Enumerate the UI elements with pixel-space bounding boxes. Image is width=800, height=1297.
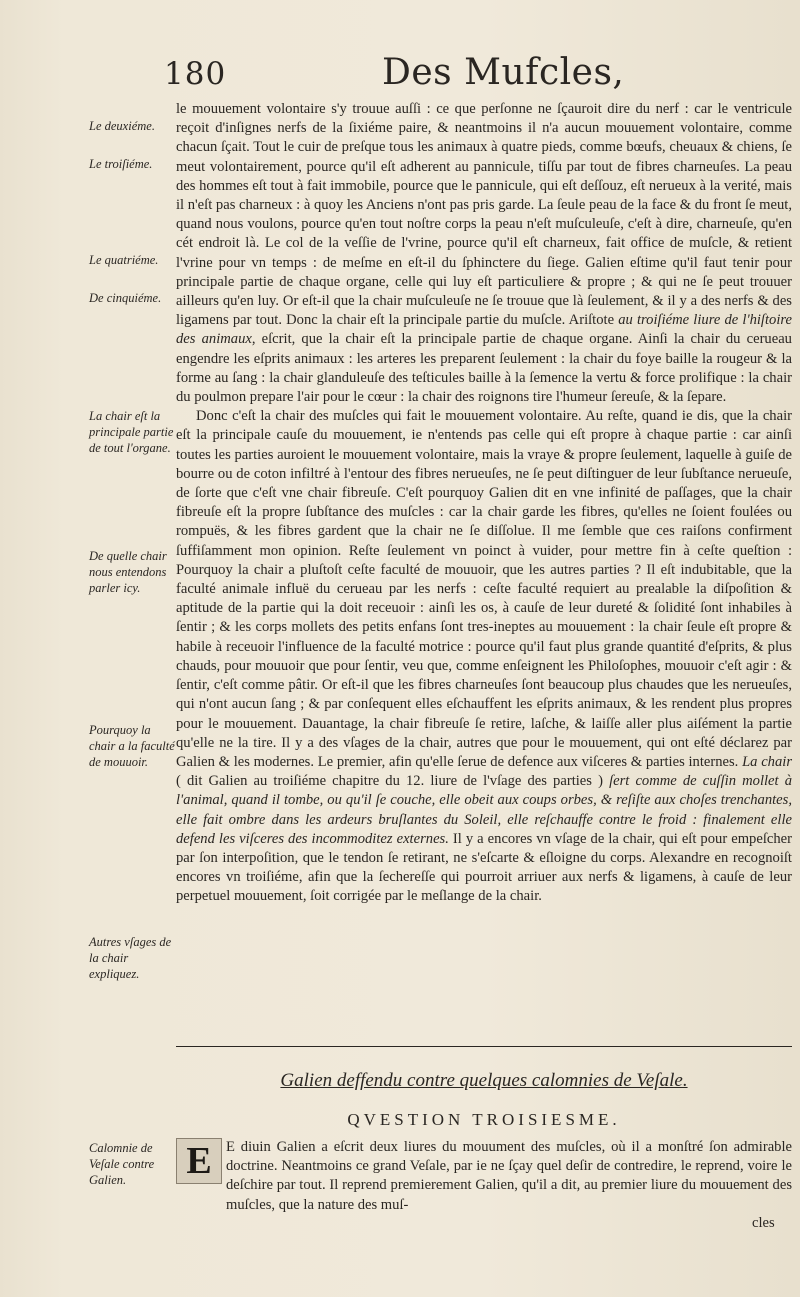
galien-quote: ſert comme de cuſſin mollet à l'animal, quand il tombe, ou qu'il ſe couche, elle obeit aux coups orbes, & reſiſte aux choſes trenchantes, elle fait ombre dans les ardeurs bruſlantes du Soleil, elle reſchauffe contre le froid : finalement elle defend les viſceres des incommoditez externes. bbox=[176, 773, 793, 847]
running-title: Des Mufcles, bbox=[382, 52, 625, 93]
question-heading: QVESTION TROISIESME. bbox=[347, 1110, 621, 1129]
paragraph-1-text: le mouuement volontaire s'y trouue auſſi : ce que perſonne ne ſçauroit dire du nerf : car le ventricule reçoit d'inſignes nerfs de la ſixiéme paire, & neantmoins il n'a aucun mouuement volontaire, comme chacun ſçait. Tout le cuir de preſque tous les animaux à quatre pieds, comme bœufs, cheuaux & chiens, ſe meut volontairement, pource qu'il eſt adherent au pannicule, tiſſu par tout de fibres charneuſes. La peau des hommes eſt tout à fait immobile, pource que le pannicule, qui eſt deſſouz, eſt nerueux à la verité, mais il n'eſt pas charneux : à quoy les Anciens n'ont pas pris garde. La ſeule peau de la face & du front ſe meut, quand nous voulons, pource qu'en tout noſtre corps la peau n'eſt muſculeuſe, c'eſt à dire, charneuſe, qu'en cét endroit là. Le col de la veſſie de l'vrine, pource qu'il eſt charneux, fait office de muſcle, & retient l'vrine pour vn temps : de meſme en eſt-il du ſphinctere du ſiege. Galien eſtime qu'il faut tenir pour principale partie de chaque organe, celle qui luy eſt particuliere & propre ; & qui ne ſe peut trouuer ailleurs qu'en luy. Or eſt-il que la chair muſculeuſe ne ſe trouue que là ſeulement, & il y a des nerfs & des ligamens par tout. Donc la chair eſt la principale partie du muſcle. Ariſtote bbox=[176, 101, 792, 329]
section-divider bbox=[176, 1046, 792, 1047]
main-text bbox=[176, 100, 792, 907]
margin-note-troisieme: Le troiſiéme. bbox=[89, 157, 153, 171]
margin-note-calomnie: Calomnie de Veſale contre Galien. bbox=[89, 1141, 155, 1187]
section-title: Galien deffendu contre quelques calomnies de Veſale. bbox=[280, 1070, 688, 1091]
margin-note-chair-principale: La chair eſt la principale partie de tout l'organe. bbox=[89, 409, 174, 455]
aristote-reference: au troiſiéme liure de l'hiſtoire des animaux bbox=[176, 312, 792, 348]
catchword: cles bbox=[752, 1215, 775, 1231]
margin-note-cinquieme: De cinquiéme. bbox=[89, 291, 162, 305]
closing-paragraph-text: E diuin Galien a eſcrit deux liures du mouument des muſcles, où il a monſtré ſon admirable doctrine. Neantmoins ce grand Veſale, par ie ne ſçay quel deſir de contredire, le reprend, voire le deſchire par tout. Il reprend premierement Galien, qu'il a dit, au premier liure du mouuement des muſcles, que la nature des muſ- bbox=[226, 1139, 792, 1213]
margin-note-autres-vsages: Autres vſages de la chair expliquez. bbox=[89, 935, 172, 981]
paragraph-1 bbox=[176, 100, 792, 407]
margin-note-deuxieme: Le deuxiéme. bbox=[89, 119, 155, 133]
paragraph-2 bbox=[176, 407, 792, 906]
page-number: 180 bbox=[164, 56, 227, 92]
paragraph-1-continued: , eſcrit, que la chair eſt la principale partie de chaque organe. Ainſi la chair du cerueau engendre les eſprits animaux : les arteres les preparent ſeulement : la chair du foye baille la rougeur & la forme au ſang : la chair glanduleuſe des teſticules baille à la ſemence la vertu & force prolifique : la chair du poulmon prepare l'air pour le cœur : la chair des roignons tire l'humeur ſereuſe, & la ſepare. bbox=[176, 331, 792, 406]
margin-note-quelle-chair: De quelle chair nous entendons parler icy. bbox=[89, 549, 167, 595]
margin-note-pourquoy: Pourquoy la chair a la faculté de mouuoir. bbox=[89, 723, 175, 769]
galien-citation: ( dit Galien au troiſiéme chapitre du 12. liure de l'vſage des parties ) bbox=[176, 773, 603, 790]
drop-cap-initial: E bbox=[176, 1138, 222, 1184]
closing-paragraph bbox=[176, 1138, 792, 1215]
margin-note-quatrieme: Le quatriéme. bbox=[89, 253, 159, 267]
paragraph-2-text: Donc c'eſt la chair des muſcles qui fait le mouuement volontaire. Au reſte, quand ie dis, que la chair eſt la principale cauſe du mouuement, ie n'entends pas celle qui eſt propre à chaque partie : car ainſi toutes les parties auroient le mouuement volontaire, mais la vraye & propre ſeulement, laquelle à guiſe de bourre ou de coton infiltré à l'entour des fibres nerueuſes, ne ſe peut diſtinguer de leur ſubſtance nerueuſe, de ſorte que c'eſt vne chair fibreuſe. C'eſt pourquoy Galien dit en vne infinité de paſſages, que la chair fibreuſe eſt la propre ſubſtance des muſcles : car la chair garde les fibres, qu'elles ne ſoient foulées ou rompuës, & les fibres gardent que la chair ne ſe diſſolue. Il me ſemble que ces raiſons confirment ſuffiſamment mon opinion. Reſte ſeulement vn poinct à vuider, pour mettre fin à ceſte queſtion : Pourquoy la chair a pluſtoſt ceſte faculté de mouuoir, que les autres parties ? Il eſt indubitable, que la faculté animale influë du cerueau par les nerfs : ceſte faculté requiert au prealable la diſpoſition & aptitude de la partie qui la doit receuoir : ainſi les os, à cauſe de leur dureté & ſolidité ſont inhabiles à ſentir ; & les corps mollets des petits enfans ſont tres-ineptes au mouuement : la chair ſeule eſt propre & habile à receuoir l'influence de la faculté motrice : pource qu'il faut plus grande quantité d'eſprits, & plus chauds, pour mouuoir que pour ſentir, veu que, comme enſeignent les Philoſophes, mouuoir c'eſt agir : & ſentir, c'eſt comme pâtir. Or eſt-il que les fibres charneuſes ſont beaucoup plus chaudes que les nerueuſes, qui n'ont aucun ſang ; & par conſequent elles eſchauffent les eſprits animaux, & les rendent plus propres pour le mouuement. Dauantage, la chair fibreuſe ſe retire, laſche, & laiſſe aller plus aiſément la partie qu'elle ne la tire. Il y a des vſages de la chair, autres que pour le mouuement, qui ont eſté déclarez par Galien & les modernes. Le premier, afin qu'elle ſerue de defence aux viſceres & parties internes. bbox=[176, 408, 792, 770]
page-header bbox=[164, 52, 764, 98]
paragraph-2-end: Il y a encores vn vſage de la chair, qui eſt pour empeſcher par ſon interpoſition, que le tendon ſe retirant, ne s'eſcarte & eſloigne du corps. Alexandre en recognoiſt encores vn troiſiéme, afin que la ſechereſſe qui pourroit arriuer aux nerfs & ligamens, à cauſe de leur perpetuel mouuement, ſoit corrigée par le meſlange de la chair. bbox=[176, 830, 792, 905]
galien-quote-lead: La chair bbox=[742, 753, 793, 770]
